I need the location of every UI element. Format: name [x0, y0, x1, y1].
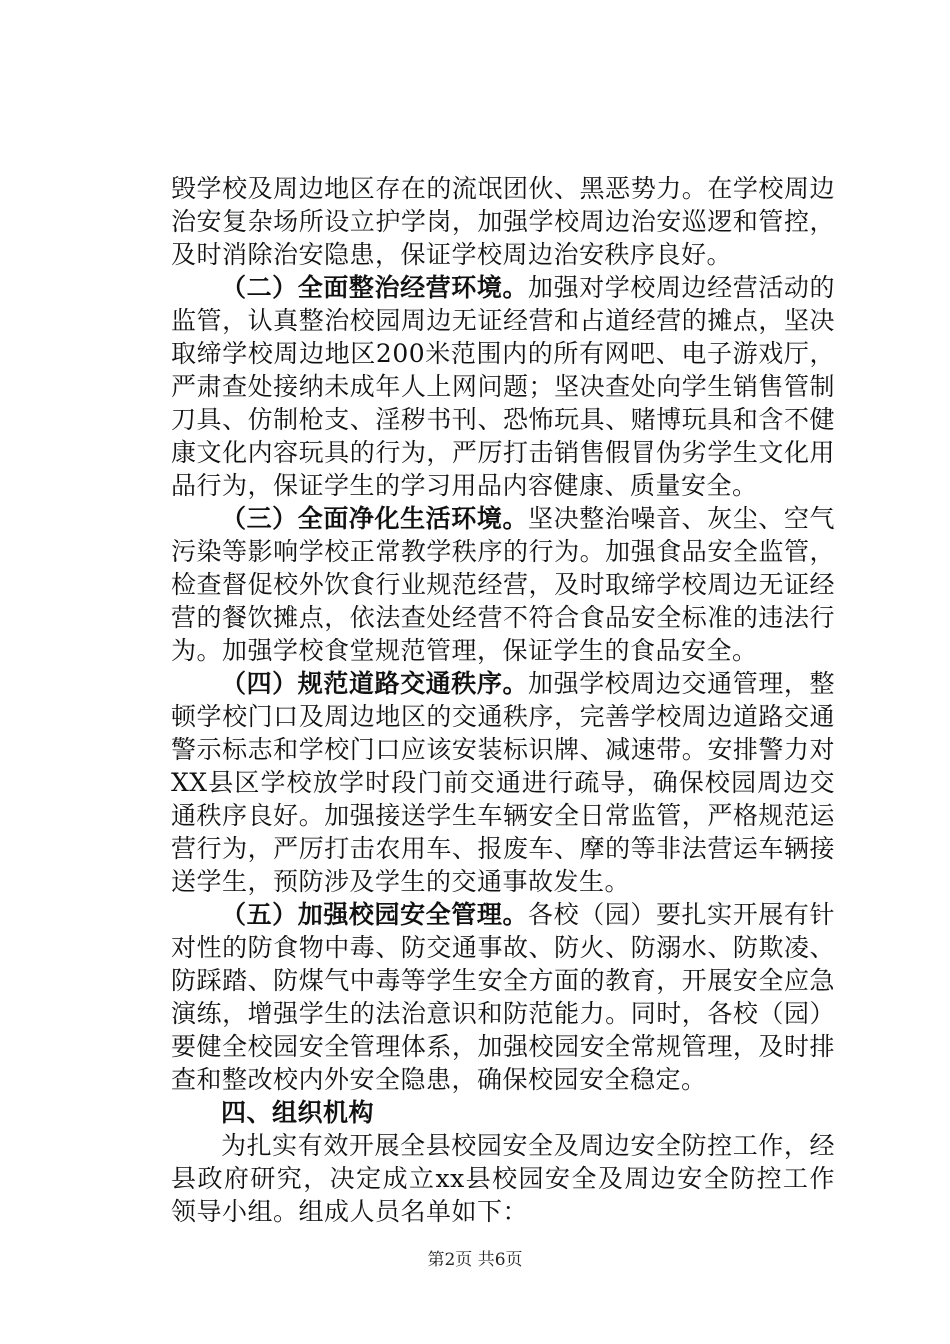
page-number-footer: 第2页 共6页	[427, 1250, 523, 1270]
paragraph-lead: （四）规范道路交通秩序。	[221, 669, 529, 698]
paragraph-text: 加强对学校周边经营活动的监管，认真整治校园周边无证经营和占道经营的摊点，坚决取缔学校周边地区200米范围内的所有网吧、电子游戏厅，严肃查处接纳未成年人上网问题；坚决查处向学生销售管制刀具、仿制枪支、淫秽书刊、恐怖玩具、赌博玩具和含不健康文化内容玩具的行为，严厉打击销售假冒伪劣学生文化用品行为，保证学生的学习用品内容健康、质量安全。	[171, 273, 835, 500]
paragraph-business-environment	[171, 271, 835, 502]
document-body	[171, 172, 835, 1228]
paragraph-text: 各校（园）要扎实开展有针对性的防食物中毒、防交通事故、防火、防溺水、防欺凌、防踩踏、防煤气中毒等学生安全方面的教育，开展安全应急演练，增强学生的法治意识和防范能力。同时，各校（园）要健全校园安全管理体系，加强校园安全常规管理，及时排查和整改校内外安全隐患，确保校园安全稳定。	[171, 900, 835, 1094]
paragraph-text: 毁学校及周边地区存在的流氓团伙、黑恶势力。在学校周边治安复杂场所设立护学岗，加强学校周边治安巡逻和管控，及时消除治安隐患，保证学校周边治安秩序良好。	[171, 174, 835, 269]
section-heading: 四、组织机构	[221, 1098, 375, 1127]
paragraph-text: 为扎实有效开展全县校园安全及周边安全防控工作，经县政府研究，决定成立xx县校园安全及周边安全防控工作领导小组。组成人员名单如下：	[171, 1131, 835, 1226]
paragraph-lead: （三）全面净化生活环境。	[221, 504, 529, 533]
paragraph-campus-safety	[171, 898, 835, 1096]
paragraph-text: 加强学校周边交通管理，整顿学校门口及周边地区的交通秩序，完善学校周边道路交通警示标志和学校门口应该安装标识牌、减速带。安排警力对XX县区学校放学时段门前交通进行疏导，确保校园周边交通秩序良好。加强接送学生车辆安全日常监管，严格规范运营行为，严厉打击农用车、报废车、摩的等非法营运车辆接送学生，预防涉及学生的交通事故发生。	[171, 669, 835, 896]
paragraph-organization	[171, 1129, 835, 1228]
paragraph-lead: （五）加强校园安全管理。	[221, 900, 529, 929]
paragraph-lead: （二）全面整治经营环境。	[221, 273, 529, 302]
paragraph-continuation	[171, 172, 835, 271]
paragraph-text: 坚决整治噪音、灰尘、空气污染等影响学校正常教学秩序的行为。加强食品安全监管，检查督促校外饮食行业规范经营，及时取缔学校周边无证经营的餐饮摊点，依法查处经营不符合食品安全标准的违法行为。加强学校食堂规范管理，保证学生的食品安全。	[171, 504, 835, 665]
paragraph-road-traffic	[171, 667, 835, 898]
paragraph-living-environment	[171, 502, 835, 667]
